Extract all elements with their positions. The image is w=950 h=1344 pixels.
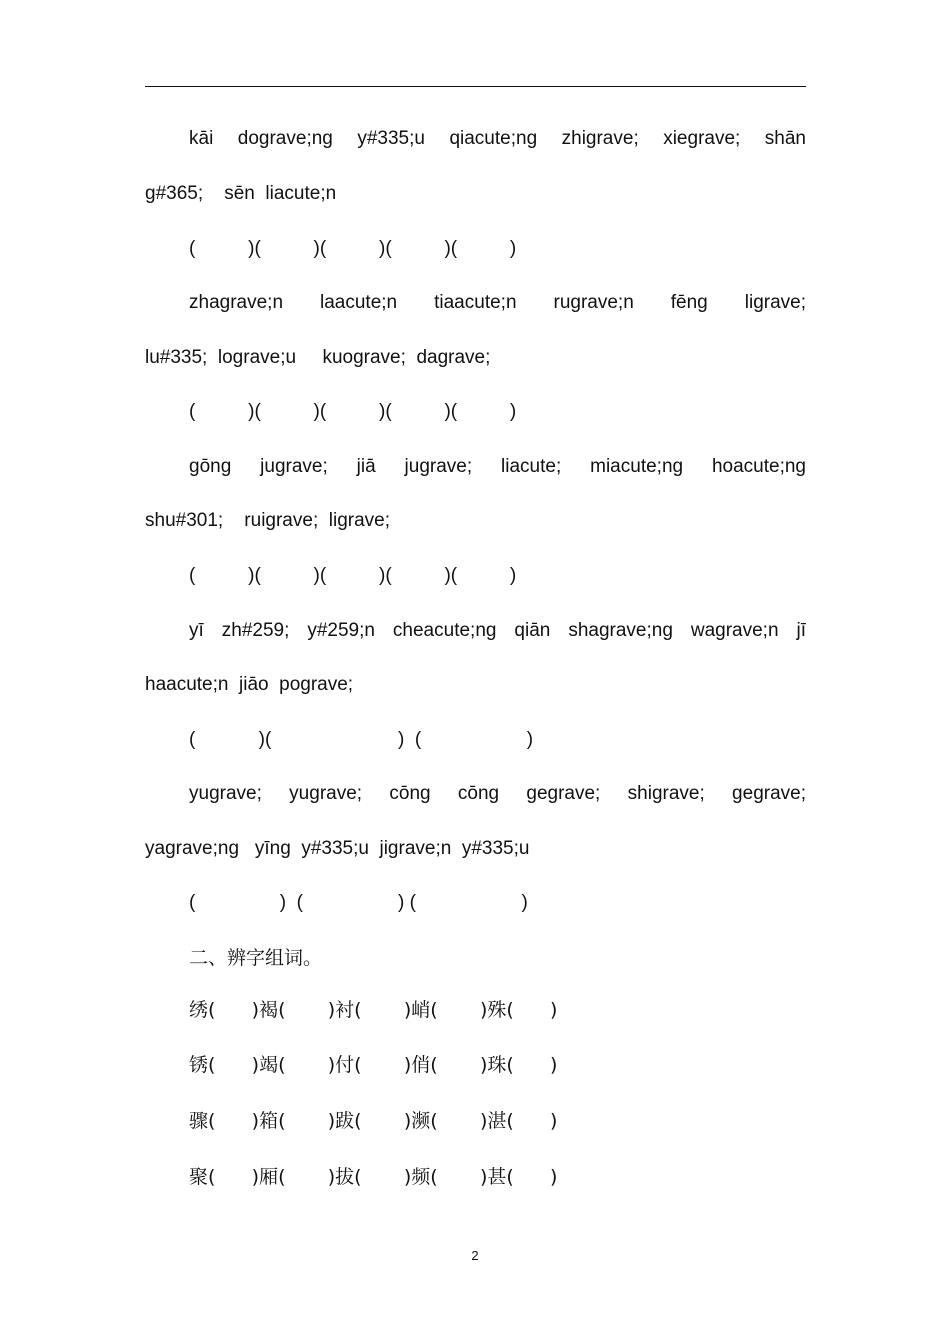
section-title: 二、辨字组词。 <box>189 947 323 969</box>
page-number: 2 <box>471 1248 479 1263</box>
pinyin-line: kāi dograve;ng y#335;u qiacute;ng zhigrave; xiegrave; shān <box>189 128 806 149</box>
word-group-row: 聚( )厢( )拔( )频( )甚( ) <box>189 1166 558 1188</box>
pinyin-line-continued: g#365; sēn liacute;n <box>145 183 337 204</box>
word-group-row: 骤( )箱( )跋( )濒( )湛( ) <box>189 1110 558 1132</box>
answer-blanks: ( )( ) ( ) <box>189 729 534 750</box>
answer-blanks: ( )( )( )( )( ) <box>189 401 517 422</box>
word-group-row: 绣( )褐( )衬( )峭( )殊( ) <box>189 999 558 1021</box>
answer-blanks: ( ) ( ) ( ) <box>189 892 528 913</box>
pinyin-line: zhagrave;n laacute;n tiaacute;n rugrave;n fēng ligrave; <box>189 292 806 313</box>
answer-blanks: ( )( )( )( )( ) <box>189 238 517 259</box>
word-group-row: 锈( )竭( )付( )俏( )珠( ) <box>189 1054 558 1076</box>
pinyin-line: gōng jugrave; jiā jugrave; liacute; miacute;ng hoacute;ng <box>189 456 806 477</box>
pinyin-line: yugrave; yugrave; cōng cōng gegrave; shigrave; gegrave; <box>189 783 806 804</box>
pinyin-line-continued: lu#335; lograve;u kuograve; dagrave; <box>145 347 491 368</box>
pinyin-line-continued: haacute;n jiāo pograve; <box>145 674 354 695</box>
pinyin-line-continued: yagrave;ng yīng y#335;u jigrave;n y#335;u <box>145 838 530 859</box>
header-rule <box>145 86 806 87</box>
pinyin-line: yī zh#259; y#259;n cheacute;ng qiān shagrave;ng wagrave;n jī <box>189 620 806 641</box>
answer-blanks: ( )( )( )( )( ) <box>189 565 517 586</box>
pinyin-line-continued: shu#301; ruigrave; ligrave; <box>145 510 391 531</box>
